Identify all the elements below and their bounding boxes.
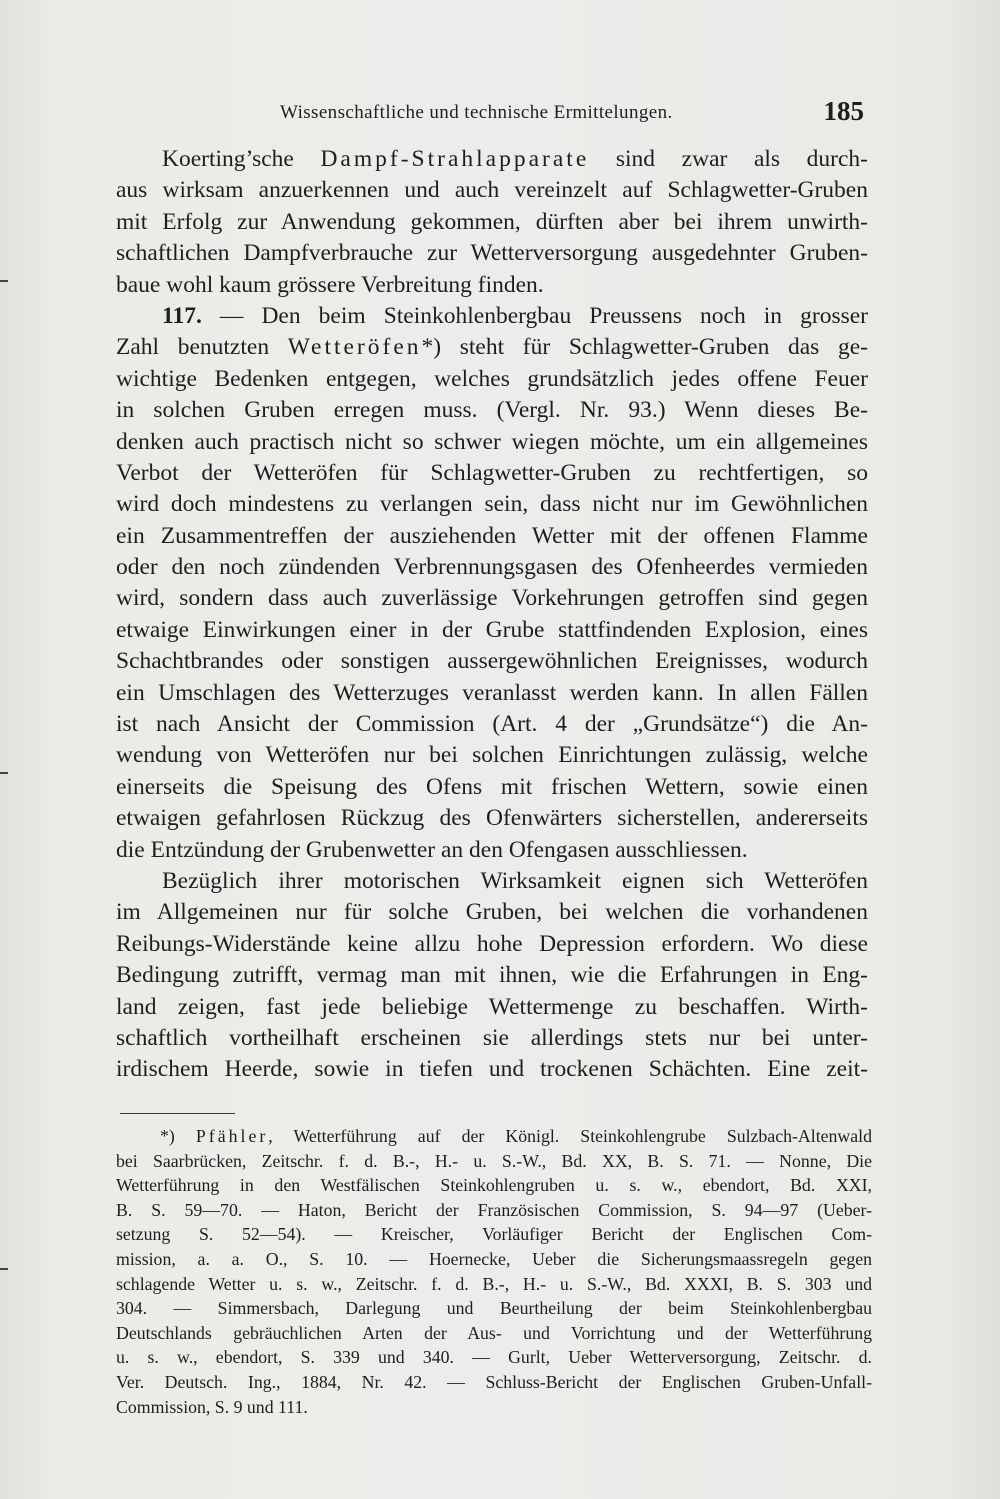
- margin-mark: [0, 280, 8, 282]
- text-line: wendung von Wetteröfen nur bei solchen Einrichtungen zulässig, welche: [116, 742, 868, 769]
- footnote-rule: [120, 1113, 235, 1114]
- text-line: land zeigen, fast jede beliebige Wettermenge zu beschaffen. Wirth-: [116, 993, 868, 1020]
- footnote-line: Ver. Deutsch. Ing., 1884, Nr. 42. — Schluss-Bericht der Englischen Gruben-Unfall-: [116, 1371, 872, 1392]
- text-line: ein Zusammentreffen der ausziehenden Wetter mit der offenen Flamme: [116, 522, 868, 549]
- text-line: Bezüglich ihrer motorischen Wirksamkeit eignen sich Wetteröfen: [162, 867, 868, 894]
- text-line: die Entzündung der Grubenwetter an den Ofengasen ausschliessen.: [116, 836, 748, 863]
- text-line: etwaigen gefahrlosen Rückzug des Ofenwärters sicherstellen, andererseits: [116, 805, 868, 832]
- text-line: in solchen Gruben erregen muss. (Vergl. Nr. 93.) Wenn dieses Be-: [116, 397, 868, 424]
- text-line: schaftlichen Dampfverbrauche zur Wetterversorgung ausgedehnter Gruben-: [116, 240, 868, 267]
- text-line: einerseits die Speisung des Ofens mit frischen Wettern, sowie einen: [116, 773, 868, 800]
- page-number: 185: [823, 96, 864, 126]
- text-line: Reibungs-Widerstände keine allzu hohe Depression erfordern. Wo diese: [116, 930, 868, 957]
- emphasis-term: Wetteröfen: [287, 334, 422, 361]
- text-line: im Allgemeinen nur für solche Gruben, bei welchen die vorhandenen: [116, 899, 868, 926]
- text-line: schaftlich vortheilhaft erscheinen sie allerdings stets nur bei unter-: [116, 1024, 868, 1051]
- footnote-line: Wetterführung in den Westfälischen Steinkohlengruben u. s. w., ebendort, Bd. XXI,: [116, 1175, 872, 1196]
- footnote-line: schlagende Wetter u. s. w., Zeitschr. f. d. B.-, H.- u. S.-W., Bd. XXXI, B. S. 303 und: [116, 1273, 872, 1294]
- text-line: aus wirksam anzuerkennen und auch vereinzelt auf Schlagwetter-Gruben: [116, 177, 868, 204]
- footnote-line: mission, a. a. O., S. 10. — Hoernecke, Ueber die Sicherungsmaassregeln gegen: [116, 1248, 872, 1269]
- margin-mark: [0, 772, 8, 774]
- text-line: irdischem Heerde, sowie in tiefen und trockenen Schächten. Eine zeit-: [116, 1056, 868, 1083]
- text-line: etwaige Einwirkungen einer in der Grube stattfindenden Explosion, eines: [116, 616, 868, 643]
- footnote-line: B. S. 59—70. — Haton, Bericht der Französischen Commission, S. 94—97 (Ueber-: [116, 1199, 872, 1220]
- text-line: Zahl benutzten Wetteröfen*) steht für Schlagwetter-Gruben das ge-: [116, 334, 868, 361]
- text-line: ein Umschlagen des Wetterzuges veranlasst werden kann. In allen Fällen: [116, 679, 868, 706]
- footnote-line: u. s. w., ebendort, S. 339 und 340. — Gurlt, Ueber Wetterversorgung, Zeitschr. d.: [116, 1347, 872, 1368]
- running-head: [250, 96, 870, 130]
- footnote: [116, 1124, 872, 1419]
- text-line: oder den noch zündenden Verbrennungsgasen des Ofenheerdes vermieden: [116, 554, 868, 581]
- text-line: mit Erfolg zur Anwendung gekommen, dürften aber bei ihrem unwirth-: [116, 208, 868, 235]
- text-line: Schachtbrandes oder sonstigen aussergewöhnlichen Ereignisses, wodurch: [116, 648, 868, 675]
- margin-mark: [0, 1268, 8, 1270]
- text-line: wichtige Bedenken entgegen, welches grundsätzlich jedes offene Feuer: [116, 365, 868, 392]
- text-line: denken auch practisch nicht so schwer wiegen möchte, um ein allgemeines: [116, 428, 868, 455]
- text-line: wird doch mindestens zu verlangen sein, dass nicht nur im Gewöhnlichen: [116, 491, 868, 518]
- text-line: Koerting’sche Dampf-Strahlapparate sind zwar als durch-: [162, 146, 868, 172]
- text-line: ist nach Ansicht der Commission (Art. 4 der „Grundsätze“) die An-: [116, 711, 868, 738]
- text-line: Bedingung zutrifft, vermag man mit ihnen, wie die Erfahrungen in Eng-: [116, 962, 868, 989]
- footnote-line: setzung S. 52—54). — Kreischer, Vorläufiger Bericht der Englischen Com-: [116, 1224, 872, 1245]
- text-line: Verbot der Wetteröfen für Schlagwetter-Gruben zu rechtfertigen, so: [116, 459, 868, 486]
- text-line: baue wohl kaum grössere Verbreitung finden.: [116, 271, 544, 298]
- footnote-line: 304. — Simmersbach, Darlegung und Beurtheilung der beim Steinkohlenbergbau: [116, 1298, 872, 1319]
- footnote-line: *) Pfähler, Wetterführung auf der Königl. Steinkohlengrube Sulzbach-Altenwald: [160, 1126, 872, 1146]
- text-line: 117. — Den beim Steinkohlenbergbau Preussens noch in grosser: [162, 302, 868, 329]
- emphasis-term: Dampf-Strahlapparate: [320, 146, 590, 172]
- footnote-line: bei Saarbrücken, Zeitschr. f. d. B.-, H.- u. S.-W., Bd. XX, B. S. 71. — Nonne, Die: [116, 1150, 872, 1171]
- footnote-line: Commission, S. 9 und 111.: [116, 1396, 308, 1417]
- text-line: wird, sondern dass auch zuverlässige Vorkehrungen getroffen sind gegen: [116, 585, 868, 612]
- paragraph-number: 117.: [162, 302, 202, 329]
- body-text: [116, 144, 868, 1086]
- author-name: Pfähler: [195, 1126, 269, 1146]
- footnote-line: Deutschlands gebräuchlichen Arten der Aus- und Vorrichtung und der Wetterführung: [116, 1322, 872, 1343]
- running-title: Wissenschaftliche und technische Ermittelungen.: [280, 102, 673, 123]
